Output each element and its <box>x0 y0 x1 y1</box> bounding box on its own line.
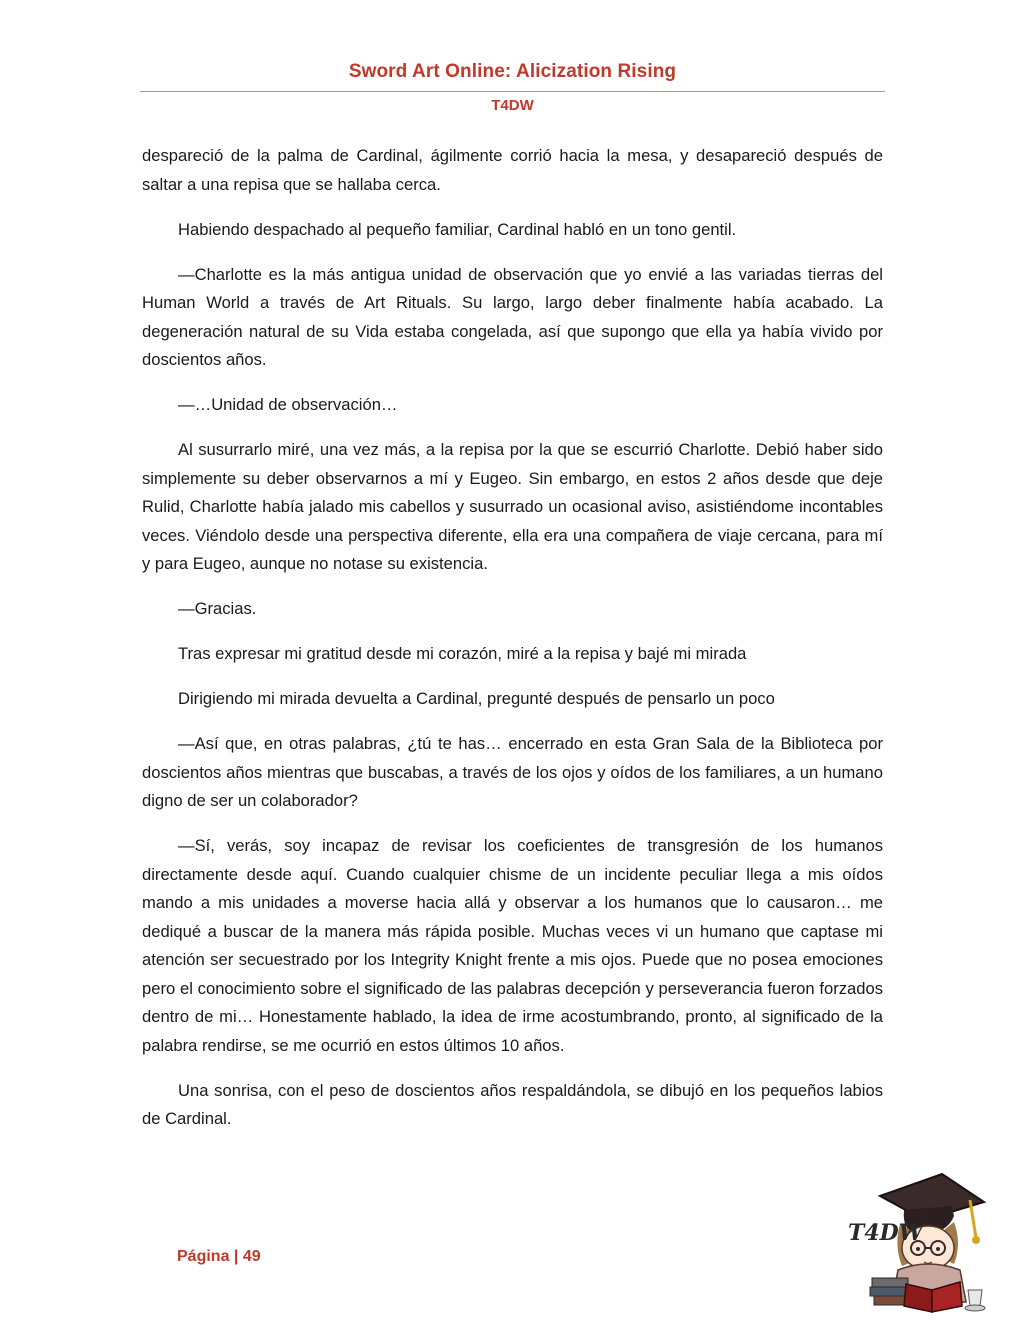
paragraph: —Charlotte es la más antigua unidad de observación que yo envié a las variadas tierras del Human World a través de Art Rituals. Su largo, largo deber finalmente había acabado. La degeneración natural de su Vida estaba congelada, así que supongo que ella ya había vivido por doscientos años. <box>142 264 883 369</box>
page-number: Página | 49 <box>177 1248 261 1265</box>
book-title: Sword Art Online: Alicization Rising <box>348 61 677 82</box>
paragraph: Tras expresar mi gratitud desde mi corazón, miré a la repisa y bajé mi mirada <box>178 644 747 663</box>
header-divider <box>140 91 885 92</box>
page-header <box>140 58 885 116</box>
body-text <box>142 142 883 1150</box>
paragraph: Habiendo despachado al pequeño familiar, Cardinal habló en un tono gentil. <box>178 219 737 239</box>
paragraph: —…Unidad de observación… <box>178 395 398 414</box>
paragraph: Al susurrarlo miré, una vez más, a la repisa por la que se escurrió Charlotte. Debió haber sido simplemente su deber observarnos a mí y Eugeo. Sin embargo, en estos 2 años desde que deje Rulid, Charlotte había jalado mis cabellos y susurrado un ocasional aviso, asistiéndome incontables veces. Viéndolo desde una perspectiva diferente, ella era una compañera de viaje cercana, para mí y para Eugeo, aunque no notase su existencia. <box>142 440 883 573</box>
scholar-mascot-icon <box>842 1166 992 1316</box>
paragraph: —Sí, verás, soy incapaz de revisar los coeficientes de transgresión de los humanos directamente desde aquí. Cuando cualquier chisme de un incidente peculiar llega a mis oídos mando a mis unidades a moverse hacia allá y observar a los humanos que lo causaron… me dediqué a buscar de la manera más rápida posible. Muchas veces vi un humano que captase mi atención ser secuestrado por los Integrity Knight frente a mis ojos. Puede que no posea emociones pero el conocimiento sobre el significado de las palabras decepción y perseverancia fueron forzados dentro de mi… Honestamente hablado, la idea de irme acostumbrando, pronto, al significado de la palabra rendirse, se me ocurrió en estos últimos 10 años. <box>142 836 883 1055</box>
paragraph: —Así que, en otras palabras, ¿tú te has… encerrado en esta Gran Sala de la Biblioteca por doscientos años mientras que buscabas, a través de los ojos y oídos de los familiares, a un humano digno de ser un colaborador? <box>142 734 883 810</box>
paragraph: Dirigiendo mi mirada devuelta a Cardinal, pregunté después de pensarlo un poco <box>178 689 775 708</box>
paragraph: despareció de la palma de Cardinal, ágilmente corrió hacia la mesa, y desapareció después de saltar a una repisa que se hallaba cerca. <box>142 146 883 194</box>
translator-tag: T4DW <box>491 97 534 114</box>
logo-text: T4DW <box>848 1220 924 1246</box>
paragraph: —Gracias. <box>178 599 257 618</box>
paragraph: Una sonrisa, con el peso de doscientos años respaldándola, se dibujó en los pequeños labios de Cardinal. <box>142 1080 883 1128</box>
